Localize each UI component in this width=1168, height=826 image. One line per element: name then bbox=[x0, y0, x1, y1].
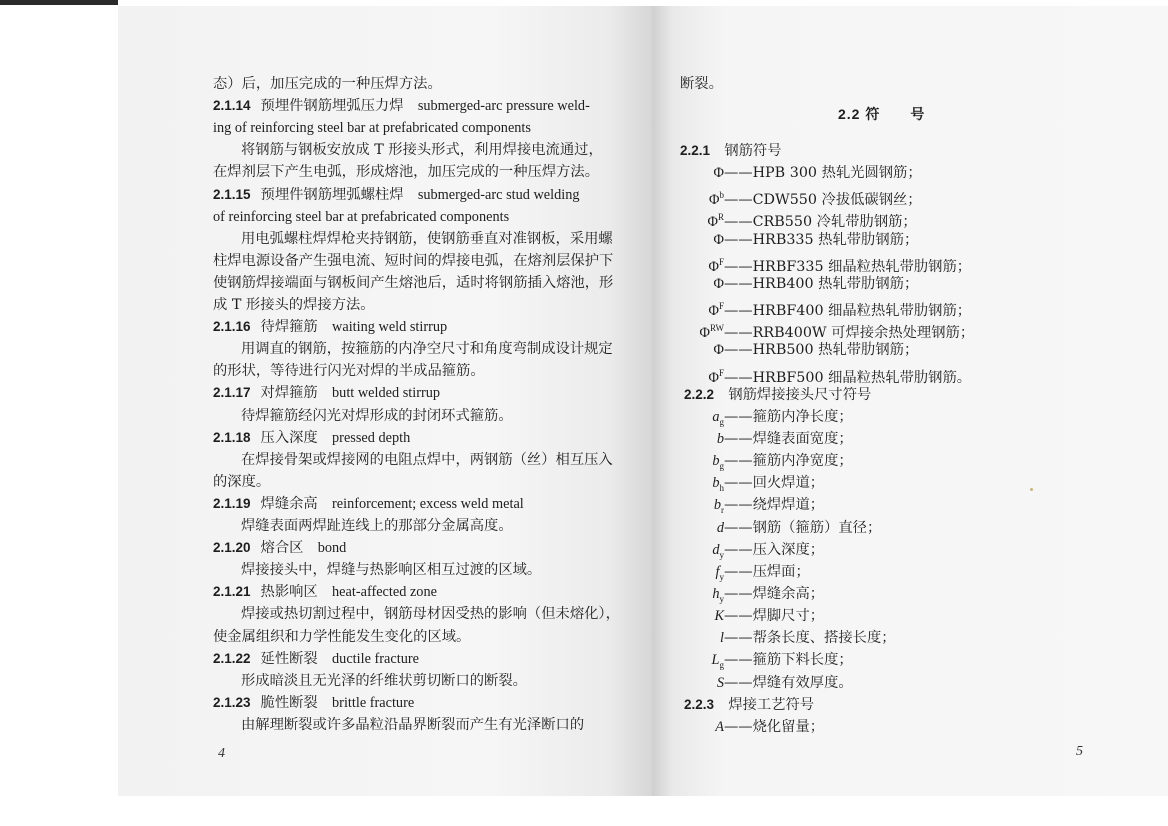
symbol-item bbox=[692, 163, 922, 183]
line-text: 在焊接骨架或焊接网的电阻点焊中，两钢筋（丝）相互压入 bbox=[241, 451, 613, 468]
symbol-item bbox=[692, 717, 824, 737]
symbol-letter: L bbox=[711, 652, 720, 669]
clause-title: 对焊箍筋 bbox=[260, 385, 318, 402]
symbol-superscript: F bbox=[718, 301, 724, 312]
symbol-description: ——烧化留量； bbox=[724, 718, 825, 735]
symbol-description: ——回火焊道； bbox=[724, 475, 825, 492]
symbol-superscript: RW bbox=[709, 323, 724, 334]
symbol-item bbox=[692, 230, 918, 250]
right-page bbox=[652, 6, 1168, 796]
symbol-letter: b bbox=[713, 497, 721, 514]
scan-background bbox=[118, 796, 1168, 826]
body-text-line bbox=[241, 671, 527, 691]
subsection-number: 2.2.1 bbox=[680, 143, 711, 158]
symbol-item bbox=[692, 562, 810, 587]
clause-heading-line bbox=[213, 317, 447, 337]
symbol-letter: h bbox=[712, 586, 720, 602]
symbol bbox=[692, 163, 724, 183]
symbol-description: ——HRBF335 细晶粒热轧带肋钢筋； bbox=[724, 258, 972, 275]
symbol-superscript: F bbox=[718, 367, 724, 378]
clause-title: 熔合区 bbox=[260, 540, 304, 557]
line-text: 待焊箍筋经闪光对焊形成的封闭环式箍筋。 bbox=[241, 407, 513, 424]
symbol-item bbox=[692, 628, 896, 648]
body-text-line bbox=[213, 74, 442, 94]
body-text-line bbox=[213, 273, 613, 293]
body-text-line bbox=[213, 627, 470, 647]
clause-number: 2.1.20 bbox=[213, 540, 251, 556]
symbol-item bbox=[692, 451, 853, 476]
clause-title: 待焊箍筋 bbox=[260, 319, 318, 336]
scan-speck bbox=[1030, 488, 1033, 491]
clause-english-title: pressed depth bbox=[332, 429, 411, 446]
body-text-line bbox=[241, 715, 584, 735]
clause-heading-line bbox=[213, 494, 524, 514]
symbol-item bbox=[692, 296, 971, 321]
symbol-letter: Φ bbox=[713, 342, 724, 359]
clause-number: 2.1.15 bbox=[213, 186, 251, 202]
body-text-line bbox=[213, 251, 613, 271]
clause-english-title: submerged-arc stud welding bbox=[417, 186, 580, 203]
symbol bbox=[692, 473, 724, 498]
body-text-line bbox=[213, 118, 531, 138]
symbol-description: ——绕焊焊道； bbox=[724, 497, 825, 514]
clause-number: 2.1.14 bbox=[213, 98, 251, 114]
body-text-line bbox=[213, 472, 270, 492]
symbol-item bbox=[692, 318, 974, 343]
symbol-description: ——HRBF400 细晶粒热轧带肋钢筋； bbox=[724, 302, 972, 319]
symbol bbox=[692, 451, 724, 476]
body-text-line bbox=[213, 207, 509, 227]
symbol-description: ——HPB 300 热轧光圆钢筋； bbox=[724, 165, 922, 182]
symbol-description: ——CDW550 冷拔低碳钢丝； bbox=[724, 192, 922, 209]
symbol-item bbox=[692, 495, 824, 520]
line-text: of reinforcing steel bar at prefabricated components bbox=[213, 208, 510, 225]
symbol bbox=[692, 495, 724, 520]
clause-title: 压入深度 bbox=[260, 429, 318, 446]
line-text: 焊接或热切割过程中，钢筋母材因受热的影响（但未熔化）， bbox=[241, 606, 620, 623]
symbol-item bbox=[692, 429, 853, 449]
clause-heading-line bbox=[213, 538, 346, 558]
clause-number: 2.1.16 bbox=[213, 319, 251, 335]
clause-title: 预埋件钢筋埋弧螺柱焊 bbox=[260, 186, 404, 203]
symbol-description: ——箍筋内净宽度； bbox=[724, 453, 853, 470]
symbol-item bbox=[692, 518, 881, 538]
left-page bbox=[118, 6, 652, 796]
symbol-item bbox=[692, 540, 824, 565]
symbol bbox=[692, 606, 724, 626]
clause-title: 热影响区 bbox=[260, 584, 318, 601]
clause-english-title: reinforcement; excess weld metal bbox=[332, 495, 524, 512]
clause-title: 脆性断裂 bbox=[260, 694, 318, 711]
symbol bbox=[692, 318, 724, 343]
symbol-superscript: R bbox=[717, 212, 724, 223]
line-text: 成 T 形接头的焊接方法。 bbox=[213, 297, 375, 313]
symbol bbox=[692, 407, 724, 432]
line-text: ing of reinforcing steel bar at prefabricated components bbox=[213, 120, 531, 137]
clause-heading-line bbox=[213, 185, 580, 205]
symbol-letter: l bbox=[720, 630, 724, 647]
line-text: 焊接接头中，焊缝与热影响区相互过渡的区域。 bbox=[241, 562, 542, 579]
symbol-description: ——焊缝余高； bbox=[724, 586, 825, 602]
line-text: 态）后，加压完成的一种压焊方法。 bbox=[213, 76, 442, 92]
symbol-subscript: g bbox=[719, 660, 724, 671]
subsection-heading bbox=[684, 385, 871, 405]
symbol-item bbox=[692, 274, 918, 294]
symbol-letter: Φ bbox=[708, 302, 719, 319]
body-text-line bbox=[241, 229, 613, 249]
symbol-superscript: b bbox=[719, 190, 724, 201]
symbol-letter: b bbox=[716, 430, 724, 447]
symbol-description: ——焊脚尺寸； bbox=[724, 608, 825, 625]
symbol-description: ——箍筋内净长度； bbox=[724, 408, 853, 425]
subsection-title: 钢筋焊接接头尺寸符号 bbox=[728, 386, 872, 403]
symbol-subscript: y bbox=[719, 593, 724, 604]
clause-heading-line bbox=[213, 96, 590, 116]
line-text: 的深度。 bbox=[213, 473, 271, 490]
body-text-line bbox=[241, 450, 613, 470]
symbol-letter: Φ bbox=[699, 324, 710, 341]
symbol-subscript: g bbox=[719, 416, 724, 427]
body-text-line bbox=[241, 339, 613, 359]
clause-english-title: waiting weld stirrup bbox=[332, 319, 448, 336]
symbol-description: ——RRB400W 可焊接余热处理钢筋； bbox=[724, 324, 975, 341]
clause-title: 焊缝余高 bbox=[260, 495, 318, 512]
symbol-description: ——压入深度； bbox=[724, 541, 825, 558]
symbol-item bbox=[692, 340, 918, 360]
symbol bbox=[692, 252, 724, 277]
symbol-letter: d bbox=[712, 541, 720, 558]
symbol-item bbox=[692, 584, 824, 609]
clause-english-title: butt welded stirrup bbox=[332, 385, 441, 402]
line-text: 焊缝表面两焊趾连线上的那部分金属高度。 bbox=[241, 518, 513, 534]
left-page-number: 4 bbox=[218, 746, 225, 761]
symbol-letter: Φ bbox=[713, 275, 724, 292]
symbol bbox=[692, 185, 724, 210]
clause-english-title: brittle fracture bbox=[332, 694, 415, 711]
symbol-letter: K bbox=[714, 608, 724, 625]
symbol-letter: Φ bbox=[708, 369, 719, 386]
symbol-letter: b bbox=[712, 475, 720, 492]
line-text: 在焊剂层下产生电弧，形成熔池，加压完成的一种压焊方法。 bbox=[213, 164, 600, 181]
symbol bbox=[692, 207, 724, 232]
symbol-letter: S bbox=[716, 674, 724, 691]
body-text-line bbox=[213, 295, 375, 315]
scan-edge bbox=[0, 0, 118, 5]
clause-number: 2.1.21 bbox=[213, 584, 251, 600]
clause-heading-line bbox=[213, 383, 440, 403]
subsection-title: 钢筋符号 bbox=[724, 143, 782, 159]
symbol-item bbox=[692, 673, 853, 693]
symbol-letter: a bbox=[712, 408, 720, 425]
clause-english-title: submerged-arc pressure weld- bbox=[417, 98, 590, 115]
subsection-title: 焊接工艺符号 bbox=[728, 696, 815, 713]
body-text-line bbox=[213, 361, 485, 381]
clause-number: 2.1.22 bbox=[213, 650, 251, 666]
symbol-letter: b bbox=[712, 453, 720, 470]
symbol-letter: Φ bbox=[713, 231, 724, 248]
symbol bbox=[692, 717, 724, 737]
subsection-heading bbox=[684, 695, 814, 715]
clause-number: 2.1.17 bbox=[213, 385, 251, 401]
symbol-description: ——HRB400 热轧带肋钢筋； bbox=[724, 275, 919, 292]
clause-heading-line bbox=[213, 693, 414, 713]
symbol bbox=[692, 274, 724, 294]
clause-title: 预埋件钢筋埋弧压力焊 bbox=[260, 98, 404, 115]
symbol-item bbox=[692, 252, 971, 277]
body-text-line bbox=[241, 406, 513, 426]
symbol-item bbox=[692, 650, 853, 675]
symbol-description: ——焊缝有效厚度。 bbox=[724, 674, 853, 691]
clause-title: 延性断裂 bbox=[260, 650, 318, 667]
symbol-description: ——CRB550 冷轧带肋钢筋； bbox=[724, 214, 917, 231]
symbol bbox=[692, 562, 724, 587]
line-text: 形成暗淡且无光泽的纤维状剪切断口的断裂。 bbox=[241, 672, 527, 689]
line-text: 的形状，等待进行闪光对焊的半成品箍筋。 bbox=[213, 363, 485, 380]
symbol bbox=[692, 340, 724, 360]
symbol-item bbox=[692, 407, 853, 432]
symbol-letter: Φ bbox=[713, 165, 724, 182]
line-text: 将钢筋与钢板安放成 T 形接头形式，利用焊接电流通过， bbox=[241, 142, 603, 159]
clause-heading-line bbox=[213, 428, 410, 448]
line-text: 由解理断裂或许多晶粒沿晶界断裂而产生有光泽断口的 bbox=[241, 716, 585, 733]
symbol-subscript: r bbox=[721, 505, 724, 516]
line-text: 用调直的钢筋，按箍筋的内净空尺寸和角度弯制成设计规定 bbox=[241, 341, 613, 358]
symbol-description: ——帮条长度、搭接长度； bbox=[724, 630, 896, 647]
symbol bbox=[692, 429, 724, 449]
line-text: 柱焊电源设备产生强电流、短时间的焊接电弧，在熔剂层保护下 bbox=[213, 252, 614, 269]
body-text-line bbox=[213, 162, 599, 182]
line-text: 使金属组织和力学性能发生变化的区域。 bbox=[213, 628, 471, 645]
clause-number: 2.1.19 bbox=[213, 495, 251, 511]
right-page-number: 5 bbox=[1076, 744, 1083, 759]
symbol-subscript: h bbox=[719, 483, 724, 494]
symbol bbox=[692, 363, 724, 388]
section-title: 2.2 符 号 bbox=[838, 106, 926, 122]
symbol-item bbox=[692, 606, 824, 626]
symbol bbox=[692, 518, 724, 538]
symbol-description: ——HRBF500 细晶粒热轧带肋钢筋。 bbox=[724, 369, 972, 386]
symbol-subscript: g bbox=[719, 460, 724, 471]
symbol-subscript: y bbox=[719, 571, 724, 582]
symbol-letter: A bbox=[715, 718, 724, 735]
symbol bbox=[692, 628, 724, 648]
clause-english-title: heat-affected zone bbox=[332, 584, 437, 601]
symbol-letter: d bbox=[716, 519, 724, 536]
symbol-item bbox=[692, 363, 971, 388]
symbol-description: ——HRB500 热轧带肋钢筋； bbox=[724, 342, 919, 359]
line-text: 用电弧螺柱焊焊枪夹持钢筋，使钢筋垂直对准钢板，采用螺 bbox=[241, 230, 613, 247]
symbol-subscript: y bbox=[719, 549, 724, 560]
subsection-number: 2.2.2 bbox=[684, 386, 715, 402]
clause-english-title: bond bbox=[317, 540, 347, 557]
clause-heading-line bbox=[213, 649, 419, 669]
symbol bbox=[692, 673, 724, 693]
symbol-superscript: F bbox=[718, 256, 724, 267]
symbol-description: ——钢筋（箍筋）直径； bbox=[724, 519, 882, 536]
body-text-line bbox=[241, 604, 620, 624]
symbol-description: ——HRB335 热轧带肋钢筋； bbox=[724, 231, 919, 248]
symbol bbox=[692, 540, 724, 565]
subsection-number: 2.2.3 bbox=[684, 696, 715, 712]
symbol bbox=[692, 584, 724, 609]
clause-number: 2.1.18 bbox=[213, 429, 251, 445]
symbol-letter: Φ bbox=[707, 214, 718, 231]
symbol bbox=[692, 650, 724, 675]
symbol bbox=[692, 296, 724, 321]
symbol-letter: Φ bbox=[708, 258, 719, 275]
clause-english-title: ductile fracture bbox=[332, 650, 419, 667]
body-text-line bbox=[241, 140, 603, 160]
subsection-heading bbox=[680, 141, 782, 161]
body-text-line bbox=[241, 560, 541, 580]
symbol-item bbox=[692, 207, 917, 232]
symbol-description: ——压焊面； bbox=[724, 563, 810, 580]
symbol bbox=[692, 230, 724, 250]
symbol-item bbox=[692, 185, 922, 210]
symbol-letter: f bbox=[715, 563, 720, 580]
symbol-item bbox=[692, 473, 824, 498]
line-text: 使钢筋焊接端面与钢板间产生熔池后，适时将钢筋插入熔池，形 bbox=[213, 274, 614, 291]
clause-heading-line bbox=[213, 582, 437, 602]
continuation-text: 断裂。 bbox=[680, 76, 723, 92]
symbol-description: ——焊缝表面宽度； bbox=[724, 430, 853, 447]
clause-number: 2.1.23 bbox=[213, 694, 251, 710]
symbol-letter: Φ bbox=[709, 192, 720, 209]
symbol-description: ——箍筋下料长度； bbox=[724, 652, 853, 669]
body-text-line bbox=[241, 516, 513, 536]
